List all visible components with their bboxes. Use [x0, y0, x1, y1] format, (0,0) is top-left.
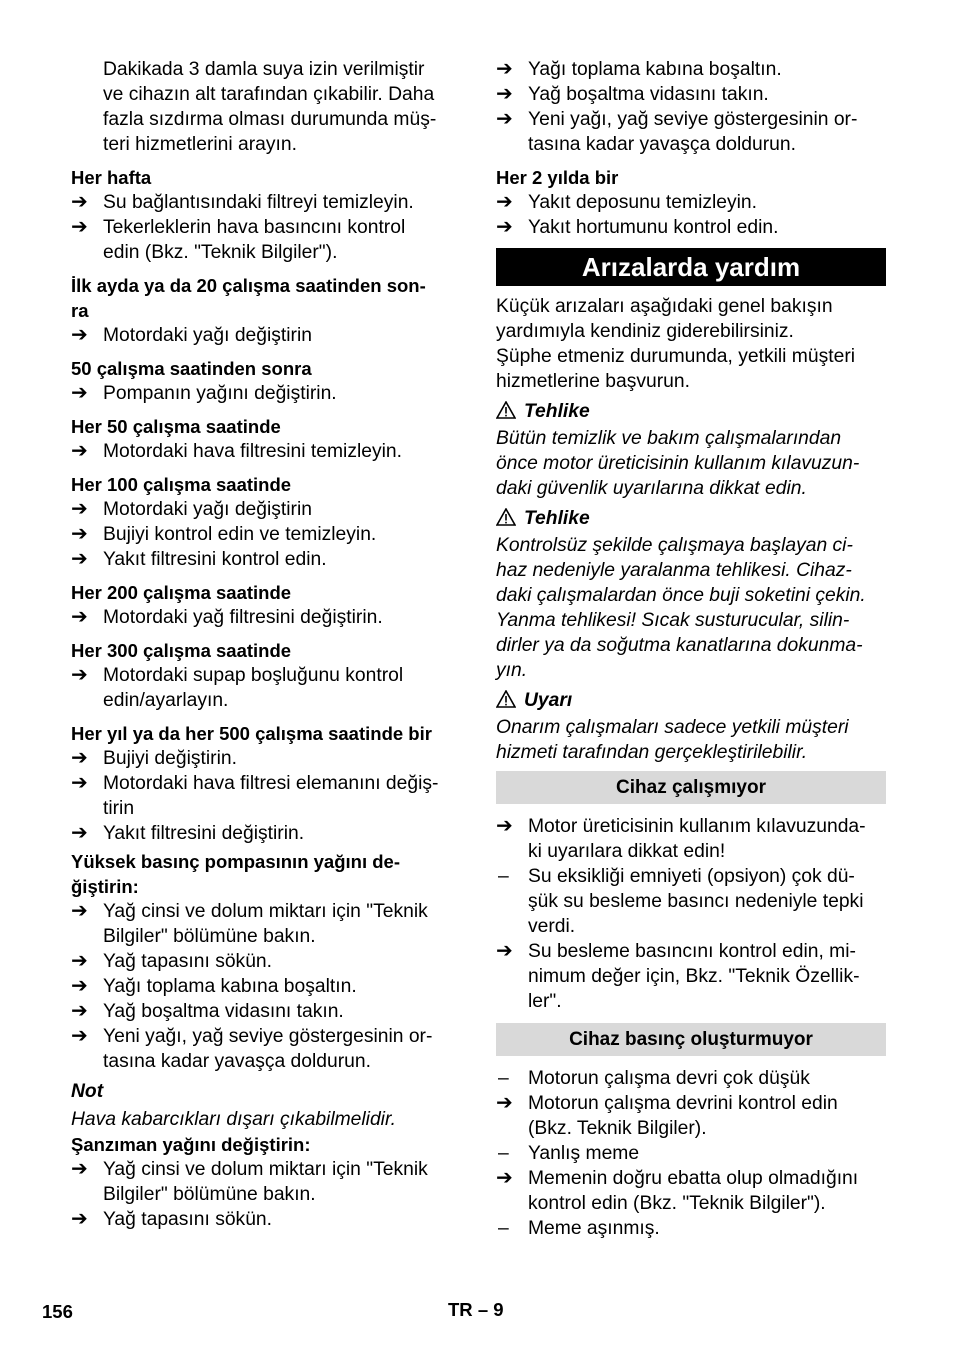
text-line: Yağ tapasını sökün. [103, 951, 273, 972]
warning-triangle-icon [496, 508, 516, 533]
heading-every-100: Her 100 çalışma saatinde [71, 474, 292, 495]
heading-every-50: Her 50 çalışma saatinde [71, 416, 281, 437]
text-line: Yakıt filtresini kontrol edin. [103, 549, 327, 570]
text-line: teri hizmetlerini arayın. [103, 134, 297, 155]
heading-yearly: Her yıl ya da her 500 çalışma saatinde bir [71, 723, 432, 744]
arrow-right-icon: ➔ [71, 900, 88, 922]
list-item [71, 771, 463, 821]
text-line: Yağ boşaltma vidasını takın. [528, 84, 769, 105]
heading-after-50: 50 çalışma saatinden sonra [71, 358, 312, 379]
text-line: Yağ cinsi ve dolum miktarı için "Teknik [103, 901, 428, 922]
text-line: Küçük arızaları aşağıdaki genel bakışın [496, 296, 833, 317]
text-line: Onarım çalışmaları sadece yetkili müşteri [496, 717, 849, 738]
dash-bullet-icon: – [498, 866, 509, 887]
text-line: Yeni yağı, yağ seviye göstergesinin or- [528, 109, 858, 130]
text-line: Motordaki yağ filtresini değiştirin. [103, 607, 383, 628]
heading-weekly: Her hafta [71, 167, 152, 188]
text-line: Memenin doğru ebatta olup olmadığını [528, 1168, 859, 1189]
warning-triangle-icon [496, 401, 516, 426]
list-item [496, 82, 886, 107]
text-line: Motordaki yağı değiştirin [103, 499, 312, 520]
arrow-right-icon: ➔ [496, 1092, 513, 1114]
list-every-100 [71, 497, 463, 572]
text-line: ra [71, 300, 89, 321]
text-line: verdi. [528, 916, 576, 937]
text-line: Su bağlantısındaki filtreyi temizleyin. [103, 192, 414, 213]
arrow-right-icon: ➔ [71, 523, 88, 545]
text-line: fazla sızdırma olması durumunda müş- [103, 109, 437, 130]
footer-section-label [448, 1297, 504, 1322]
text-line: Kontrolsüz şekilde çalışmaya başlayan ci- [496, 535, 853, 556]
arrow-right-icon: ➔ [496, 940, 513, 962]
dash-bullet-icon: – [498, 1068, 509, 1089]
list-item [71, 215, 463, 265]
arrow-right-icon: ➔ [71, 772, 88, 794]
text-line: daki güvenlik uyarılarına dikkat edin. [496, 478, 807, 499]
text-line: Yakıt deposunu temizleyin. [528, 192, 758, 213]
list-item [71, 497, 463, 522]
heading-gear-oil: Şanzıman yağını değiştirin: [71, 1134, 311, 1155]
caution-label-text: Uyarı [524, 690, 573, 711]
list-item [71, 1207, 463, 1232]
text-line: Bütün temizlik ve bakım çalışmalarından [496, 428, 842, 449]
text-line: Şüphe etmeniz durumunda, yetkili müşteri [496, 346, 856, 367]
heading-every-300: Her 300 çalışma saatinde [71, 640, 292, 661]
text-line: ler". [528, 991, 562, 1012]
danger-label-1 [496, 399, 886, 426]
arrow-right-icon: ➔ [496, 58, 513, 80]
text-line: Bilgiler" bölümüne bakın. [103, 926, 316, 947]
text-line: Motordaki yağı değiştirin [103, 325, 312, 346]
list-every-200 [71, 605, 463, 630]
list-item [71, 323, 463, 348]
text-line: ve cihazın alt tarafından çıkabilir. Daha [103, 84, 435, 105]
text-line: Su besleme basıncını kontrol edin, mi- [528, 941, 856, 962]
section-title-troubleshooting: Arızalarda yardım [496, 248, 886, 286]
danger-label-1-text: Tehlike [524, 401, 590, 422]
list-no-pressure [496, 1066, 886, 1241]
text-line: yın. [496, 660, 528, 681]
arrow-right-icon: ➔ [71, 324, 88, 346]
arrow-right-icon: ➔ [71, 548, 88, 570]
troubleshooting-intro [496, 294, 886, 394]
list-item [71, 821, 463, 846]
text-line: yardımıyla kendiniz giderebilirsiniz. [496, 321, 794, 342]
list-item [496, 1141, 886, 1166]
arrow-right-icon: ➔ [71, 191, 88, 213]
arrow-right-icon: ➔ [496, 191, 513, 213]
text-line: Yakıt filtresini değiştirin. [103, 823, 305, 844]
list-item [71, 663, 463, 713]
right-column [496, 57, 886, 1241]
text-line: Yanlış meme [528, 1143, 640, 1164]
heading-pump-oil [71, 849, 463, 899]
text-line: Motor üreticisinin kullanım kılavuzunda- [528, 816, 866, 837]
list-item [496, 939, 886, 1014]
text-line: Yüksek basınç pompasının yağını de- [71, 851, 400, 872]
text-line: dirler ya da soğutma kanatlarına dokunma- [496, 635, 863, 656]
arrow-right-icon: ➔ [71, 606, 88, 628]
arrow-right-icon: ➔ [71, 1208, 88, 1230]
text-line: (Bkz. Teknik Bilgiler). [528, 1118, 707, 1139]
text-line: önce motor üreticisinin kullanım kılavuzun- [496, 453, 860, 474]
text-line: haz nedeniyle yaralanma tehlikesi. Cihaz- [496, 560, 852, 581]
list-after-50 [71, 381, 463, 406]
list-item [496, 1066, 886, 1091]
text-line: Motordaki supap boşluğunu kontrol [103, 665, 404, 686]
text-line: Tekerleklerin hava basıncını kontrol [103, 217, 406, 238]
subsection-title-no-pressure: Cihaz basınç oluşturmuyor [496, 1023, 886, 1056]
list-item [496, 57, 886, 82]
text-line: edin/ayarlayın. [103, 690, 229, 711]
text-line: Yanma tehlikesi! Sıcak susturucular, silin- [496, 610, 850, 631]
list-pump-oil [71, 899, 463, 1074]
caution-text [496, 715, 886, 765]
list-item [496, 1166, 886, 1216]
text-line: Bujiyi kontrol edin ve temizleyin. [103, 524, 377, 545]
text-line: Yağı toplama kabına boşaltın. [528, 59, 782, 80]
text-line: Yağ boşaltma vidasını takın. [103, 1001, 344, 1022]
arrow-right-icon: ➔ [71, 216, 88, 238]
list-item [496, 107, 886, 157]
text-line: Su eksikliği emniyeti (opsiyon) çok dü- [528, 866, 855, 887]
text-line: ğiştirin: [71, 876, 139, 897]
list-item [71, 949, 463, 974]
footer-section-page: – 9 [477, 1299, 504, 1320]
text-line: hizmetlerine başvurun. [496, 371, 690, 392]
left-column [71, 57, 463, 1232]
arrow-right-icon: ➔ [71, 382, 88, 404]
list-item [71, 547, 463, 572]
intro-paragraph [71, 57, 463, 157]
arrow-right-icon: ➔ [71, 747, 88, 769]
text-line: Yağı toplama kabına boşaltın. [103, 976, 357, 997]
arrow-right-icon: ➔ [496, 815, 513, 837]
list-item [71, 1024, 463, 1074]
list-two-years [496, 190, 886, 240]
danger-text-2 [496, 533, 886, 683]
list-gear-oil-continued [496, 57, 886, 157]
text-line: Yeni yağı, yağ seviye göstergesinin or- [103, 1026, 433, 1047]
list-item [496, 814, 886, 864]
list-item [71, 605, 463, 630]
arrow-right-icon: ➔ [71, 822, 88, 844]
text-line: Yağ cinsi ve dolum miktarı için "Teknik [103, 1159, 428, 1180]
arrow-right-icon: ➔ [496, 83, 513, 105]
arrow-right-icon: ➔ [71, 1000, 88, 1022]
text-line: Motorun çalışma devri çok düşük [528, 1068, 810, 1089]
text-line: tasına kadar yavaşça doldurun. [103, 1051, 371, 1072]
arrow-right-icon: ➔ [496, 216, 513, 238]
list-item [496, 215, 886, 240]
text-line: Meme aşınmış. [528, 1218, 660, 1239]
list-yearly [71, 746, 463, 846]
text-line: edin (Bkz. "Teknik Bilgiler"). [103, 242, 338, 263]
page-number: 156 [42, 1301, 73, 1322]
footer-lang: TR [448, 1299, 473, 1320]
dash-bullet-icon: – [498, 1218, 509, 1239]
text-line: Bujiyi değiştirin. [103, 748, 237, 769]
danger-text-1 [496, 426, 886, 501]
dash-bullet-icon: – [498, 1143, 509, 1164]
text-line: hizmeti tarafından gerçekleştirilebilir. [496, 742, 808, 763]
list-first-month [71, 323, 463, 348]
list-item [71, 999, 463, 1024]
arrow-right-icon: ➔ [496, 108, 513, 130]
text-line: Motordaki hava filtresi elemanını değiş- [103, 773, 439, 794]
list-item [71, 974, 463, 999]
list-item [496, 1216, 886, 1241]
text-line: Motordaki hava filtresini temizleyin. [103, 441, 402, 462]
note-text: Hava kabarcıkları dışarı çıkabilmelidir. [71, 1109, 397, 1130]
danger-label-2-text: Tehlike [524, 508, 590, 529]
arrow-right-icon: ➔ [71, 664, 88, 686]
arrow-right-icon: ➔ [71, 440, 88, 462]
arrow-right-icon: ➔ [71, 950, 88, 972]
list-item [496, 864, 886, 939]
text-line: ki uyarılara dikkat edin! [528, 841, 726, 862]
list-item [71, 190, 463, 215]
list-item [71, 746, 463, 771]
list-item [71, 439, 463, 464]
text-line: şük su besleme basıncı nedeniyle tepki [528, 891, 864, 912]
arrow-right-icon: ➔ [496, 1167, 513, 1189]
text-line: Motorun çalışma devrini kontrol edin [528, 1093, 838, 1114]
list-every-50 [71, 439, 463, 464]
text-line: Bilgiler" bölümüne bakın. [103, 1184, 316, 1205]
list-weekly [71, 190, 463, 265]
heading-first-month [71, 273, 463, 323]
text-line: kontrol edin (Bkz. "Teknik Bilgiler"). [528, 1193, 826, 1214]
subsection-title-not-working: Cihaz çalışmıyor [496, 771, 886, 804]
list-item [71, 899, 463, 949]
danger-label-2 [496, 506, 886, 533]
text-line: nimum değer için, Bkz. "Teknik Özellik- [528, 966, 860, 987]
arrow-right-icon: ➔ [71, 975, 88, 997]
arrow-right-icon: ➔ [71, 1158, 88, 1180]
list-item [71, 522, 463, 547]
text-line: İlk ayda ya da 20 çalışma saatinden son- [71, 275, 426, 296]
text-line: Dakikada 3 damla suya izin verilmiştir [103, 59, 425, 80]
heading-two-years: Her 2 yılda bir [496, 167, 619, 188]
list-every-300 [71, 663, 463, 713]
caution-label [496, 688, 886, 715]
list-item [496, 1091, 886, 1141]
list-gear-oil [71, 1157, 463, 1232]
list-item [71, 381, 463, 406]
note-label: Not [71, 1081, 104, 1102]
text-line: tirin [103, 798, 135, 819]
text-line: tasına kadar yavaşça doldurun. [528, 134, 796, 155]
arrow-right-icon: ➔ [71, 1025, 88, 1047]
text-line: daki çalışmalardan önce buji soketini çekin. [496, 585, 866, 606]
text-line: Yakıt hortumunu kontrol edin. [528, 217, 779, 238]
text-line: Pompanın yağını değiştirin. [103, 383, 337, 404]
list-item [496, 190, 886, 215]
text-line: Yağ tapasını sökün. [103, 1209, 273, 1230]
list-item [71, 1157, 463, 1207]
list-not-working [496, 814, 886, 1014]
warning-triangle-icon [496, 690, 516, 715]
arrow-right-icon: ➔ [71, 498, 88, 520]
heading-every-200: Her 200 çalışma saatinde [71, 582, 292, 603]
